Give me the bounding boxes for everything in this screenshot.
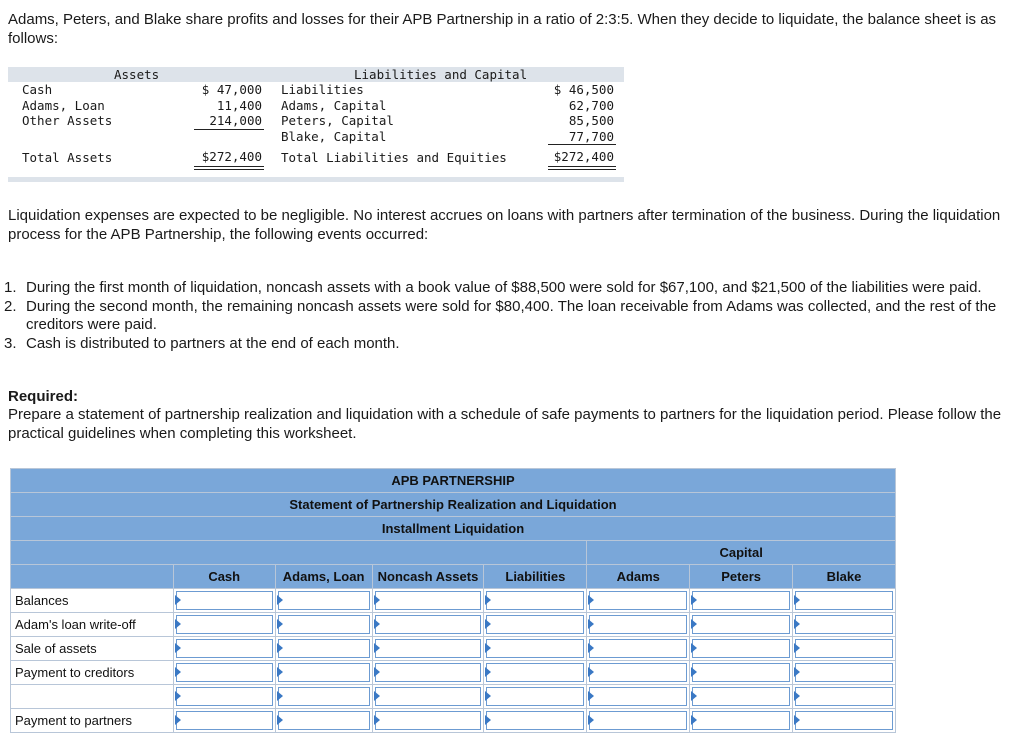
amount-input-noncash-assets[interactable] — [375, 711, 482, 730]
row-label-header — [11, 565, 174, 589]
required-text: Prepare a statement of partnership realization and liquidation with a schedule of safe payments to partners for the liquidation period. Please follow the practical guidelines when completing this worksheet. — [8, 406, 1002, 442]
cell-cash — [173, 685, 275, 709]
cell-noncash-assets — [372, 661, 484, 685]
dropdown-arrow-icon[interactable] — [277, 595, 283, 605]
cell-blake — [793, 661, 896, 685]
total-assets-label: Total Assets — [22, 150, 113, 165]
amount-input-noncash-assets[interactable] — [375, 687, 482, 706]
dropdown-arrow-icon[interactable] — [794, 691, 800, 701]
asset-label-cash: Cash — [22, 82, 53, 97]
balance-sheet-footer-band — [8, 177, 624, 182]
cell-liabilities — [484, 637, 587, 661]
amount-input-cash[interactable] — [176, 639, 273, 658]
asset-value-other: 214,000 — [209, 113, 262, 128]
table-row — [11, 709, 896, 733]
dropdown-arrow-icon[interactable] — [588, 691, 594, 701]
cell-adams — [587, 613, 690, 637]
cell-liabilities — [484, 661, 587, 685]
dropdown-arrow-icon[interactable] — [175, 667, 181, 677]
cell-adams-loan — [275, 589, 372, 613]
dropdown-arrow-icon[interactable] — [175, 691, 181, 701]
cell-blake — [793, 709, 896, 733]
intro-text: Adams, Peters, and Blake share profits and losses for their APB Partnership in a ratio of 2:3:5. When they decide to liquidate, the balance sheet is as follows: — [8, 11, 997, 47]
amount-input-peters[interactable] — [692, 591, 790, 610]
balance-sheet — [8, 67, 624, 182]
table-row — [11, 613, 896, 637]
row-label: Adam's loan write-off — [11, 613, 174, 637]
col-adams: Adams — [587, 565, 690, 589]
amount-input-noncash-assets[interactable] — [375, 639, 482, 658]
dropdown-arrow-icon[interactable] — [691, 595, 697, 605]
amount-input-adams[interactable] — [589, 639, 687, 658]
amount-input-peters[interactable] — [692, 711, 790, 730]
liab-value-peters-capital: 85,500 — [568, 113, 614, 128]
col-cash: Cash — [173, 565, 275, 589]
list-item: 2. During the second month, the remaining noncash assets were sold for $80,400. The loan receivable from Adams was collected, and the rest of the creditors were paid. — [4, 297, 997, 333]
dropdown-arrow-icon[interactable] — [794, 595, 800, 605]
amount-input-peters[interactable] — [692, 615, 790, 634]
total-liab-rule-2 — [548, 169, 616, 170]
list-item: 1. During the first month of liquidation, noncash assets with a book value of $88,500 were sold for $67,100, and $21,500 of the liabilities were paid. — [4, 279, 982, 296]
cell-noncash-assets — [372, 685, 484, 709]
dropdown-arrow-icon[interactable] — [485, 643, 491, 653]
cell-adams-loan — [275, 613, 372, 637]
amount-input-liabilities[interactable] — [486, 711, 584, 730]
amount-input-cash[interactable] — [176, 591, 273, 610]
dropdown-arrow-icon[interactable] — [794, 667, 800, 677]
total-assets-value: $272,400 — [201, 149, 262, 164]
dropdown-arrow-icon[interactable] — [277, 619, 283, 629]
cell-peters — [690, 589, 793, 613]
required-label: Required: — [8, 388, 79, 405]
dropdown-arrow-icon[interactable] — [374, 691, 380, 701]
table-row — [11, 685, 896, 709]
liab-value-adams-capital: 62,700 — [568, 98, 614, 113]
dropdown-arrow-icon[interactable] — [794, 619, 800, 629]
cell-adams — [587, 637, 690, 661]
cell-cash — [173, 709, 275, 733]
asset-subtotal-rule — [194, 129, 264, 130]
amount-input-cash[interactable] — [176, 663, 273, 682]
cell-peters — [690, 661, 793, 685]
dropdown-arrow-icon[interactable] — [277, 643, 283, 653]
amount-input-peters[interactable] — [692, 687, 790, 706]
amount-input-liabilities[interactable] — [486, 591, 584, 610]
cell-blake — [793, 613, 896, 637]
cell-adams — [587, 589, 690, 613]
header-spacer — [11, 541, 587, 565]
total-liab-value: $272,400 — [553, 149, 614, 164]
liab-label-blake-capital: Blake, Capital — [281, 129, 387, 144]
cell-noncash-assets — [372, 709, 484, 733]
capital-header: Capital — [587, 541, 896, 565]
amount-input-adams-loan[interactable] — [278, 711, 370, 730]
asset-label-other: Other Assets — [22, 113, 113, 128]
dropdown-arrow-icon[interactable] — [588, 595, 594, 605]
dropdown-arrow-icon[interactable] — [374, 595, 380, 605]
cell-adams-loan — [275, 661, 372, 685]
cell-liabilities — [484, 589, 587, 613]
cell-blake — [793, 685, 896, 709]
amount-input-liabilities[interactable] — [486, 615, 584, 634]
dropdown-arrow-icon[interactable] — [588, 715, 594, 725]
dropdown-arrow-icon[interactable] — [374, 619, 380, 629]
cell-cash — [173, 637, 275, 661]
dropdown-arrow-icon[interactable] — [691, 667, 697, 677]
amount-input-adams[interactable] — [589, 615, 687, 634]
dropdown-arrow-icon[interactable] — [485, 667, 491, 677]
dropdown-arrow-icon[interactable] — [485, 715, 491, 725]
amount-input-adams[interactable] — [589, 711, 687, 730]
cell-adams — [587, 709, 690, 733]
balance-sheet-header-band — [8, 67, 624, 82]
amount-input-noncash-assets[interactable] — [375, 591, 482, 610]
cell-noncash-assets — [372, 589, 484, 613]
cell-adams-loan — [275, 709, 372, 733]
dropdown-arrow-icon[interactable] — [588, 667, 594, 677]
dropdown-arrow-icon[interactable] — [175, 643, 181, 653]
amount-input-adams[interactable] — [589, 591, 687, 610]
liab-label-adams-capital: Adams, Capital — [281, 98, 387, 113]
dropdown-arrow-icon[interactable] — [374, 715, 380, 725]
amount-input-blake[interactable] — [795, 591, 893, 610]
amount-input-adams-loan[interactable] — [278, 615, 370, 634]
amount-input-cash[interactable] — [176, 687, 273, 706]
amount-input-adams-loan[interactable] — [278, 639, 370, 658]
row-label: Payment to partners — [11, 709, 174, 733]
row-label: Sale of assets — [11, 637, 174, 661]
amount-input-cash[interactable] — [176, 711, 273, 730]
liabilities-header: Liabilities and Capital — [354, 67, 528, 82]
worksheet-body — [11, 589, 896, 733]
dropdown-arrow-icon[interactable] — [374, 643, 380, 653]
dropdown-arrow-icon[interactable] — [691, 619, 697, 629]
dropdown-arrow-icon[interactable] — [794, 643, 800, 653]
dropdown-arrow-icon[interactable] — [175, 595, 181, 605]
amount-input-peters[interactable] — [692, 639, 790, 658]
asset-label-adams-loan: Adams, Loan — [22, 98, 105, 113]
table-row — [11, 661, 896, 685]
amount-input-blake[interactable] — [795, 615, 893, 634]
cell-blake — [793, 589, 896, 613]
amount-input-adams-loan[interactable] — [278, 687, 370, 706]
row-label: Payment to creditors — [11, 661, 174, 685]
liab-label-liabilities: Liabilities — [281, 82, 364, 97]
cell-peters — [690, 709, 793, 733]
total-liab-label: Total Liabilities and Equities — [281, 150, 507, 165]
dropdown-arrow-icon[interactable] — [588, 643, 594, 653]
liab-value-blake-capital: 77,700 — [568, 129, 614, 144]
amount-input-noncash-assets[interactable] — [375, 663, 482, 682]
cell-liabilities — [484, 709, 587, 733]
dropdown-arrow-icon[interactable] — [691, 691, 697, 701]
cell-noncash-assets — [372, 637, 484, 661]
liab-value-liabilities: $ 46,500 — [553, 82, 614, 97]
table-row — [11, 637, 896, 661]
table-row — [11, 589, 896, 613]
cell-adams — [587, 661, 690, 685]
list-item: 3. Cash is distributed to partners at the end of each month. — [4, 334, 400, 352]
col-peters: Peters — [690, 565, 793, 589]
dropdown-arrow-icon[interactable] — [485, 595, 491, 605]
cell-cash — [173, 589, 275, 613]
dropdown-arrow-icon[interactable] — [485, 619, 491, 629]
worksheet-title: APB PARTNERSHIP — [11, 469, 896, 493]
liab-label-peters-capital: Peters, Capital — [281, 113, 394, 128]
col-blake: Blake — [793, 565, 896, 589]
liquidation-worksheet — [10, 468, 896, 733]
cell-liabilities — [484, 613, 587, 637]
asset-value-cash: $ 47,000 — [201, 82, 262, 97]
cell-noncash-assets — [372, 613, 484, 637]
liab-subtotal-rule — [548, 144, 616, 145]
amount-input-adams-loan[interactable] — [278, 663, 370, 682]
cell-adams-loan — [275, 685, 372, 709]
dropdown-arrow-icon[interactable] — [277, 691, 283, 701]
row-label: Balances — [11, 589, 174, 613]
amount-input-blake[interactable] — [795, 639, 893, 658]
col-adams-loan: Adams, Loan — [275, 565, 372, 589]
dropdown-arrow-icon[interactable] — [175, 715, 181, 725]
worksheet-subtitle: Statement of Partnership Realization and Liquidation — [11, 493, 896, 517]
total-assets-rule-1 — [194, 166, 264, 167]
dropdown-arrow-icon[interactable] — [485, 691, 491, 701]
cell-peters — [690, 685, 793, 709]
amount-input-adams[interactable] — [589, 687, 687, 706]
amount-input-blake[interactable] — [795, 711, 893, 730]
amount-input-liabilities[interactable] — [486, 663, 584, 682]
dropdown-arrow-icon[interactable] — [691, 643, 697, 653]
row-label — [11, 685, 174, 709]
amount-input-adams-loan[interactable] — [278, 591, 370, 610]
dropdown-arrow-icon[interactable] — [374, 667, 380, 677]
cell-liabilities — [484, 685, 587, 709]
total-assets-rule-2 — [194, 169, 264, 170]
dropdown-arrow-icon[interactable] — [175, 619, 181, 629]
amount-input-adams[interactable] — [589, 663, 687, 682]
assets-header: Assets — [114, 67, 160, 82]
dropdown-arrow-icon[interactable] — [588, 619, 594, 629]
cell-cash — [173, 613, 275, 637]
amount-input-liabilities[interactable] — [486, 687, 584, 706]
amount-input-cash[interactable] — [176, 615, 273, 634]
col-noncash-assets: Noncash Assets — [372, 565, 484, 589]
dropdown-arrow-icon[interactable] — [277, 667, 283, 677]
dropdown-arrow-icon[interactable] — [691, 715, 697, 725]
cell-cash — [173, 661, 275, 685]
col-liabilities: Liabilities — [484, 565, 587, 589]
cell-peters — [690, 613, 793, 637]
dropdown-arrow-icon[interactable] — [277, 715, 283, 725]
cell-adams-loan — [275, 637, 372, 661]
amount-input-peters[interactable] — [692, 663, 790, 682]
total-liab-rule-1 — [548, 166, 616, 167]
amount-input-blake[interactable] — [795, 663, 893, 682]
cell-peters — [690, 637, 793, 661]
amount-input-liabilities[interactable] — [486, 639, 584, 658]
amount-input-noncash-assets[interactable] — [375, 615, 482, 634]
amount-input-blake[interactable] — [795, 687, 893, 706]
events-list — [4, 279, 1004, 353]
cell-blake — [793, 637, 896, 661]
dropdown-arrow-icon[interactable] — [794, 715, 800, 725]
conditions-text: Liquidation expenses are expected to be negligible. No interest accrues on loans with partners after termination of the business. During the liquidation process for the APB Partnership, the following events occurred: — [8, 207, 1001, 243]
asset-value-adams-loan: 11,400 — [216, 98, 262, 113]
cell-adams — [587, 685, 690, 709]
worksheet-type: Installment Liquidation — [11, 517, 896, 541]
